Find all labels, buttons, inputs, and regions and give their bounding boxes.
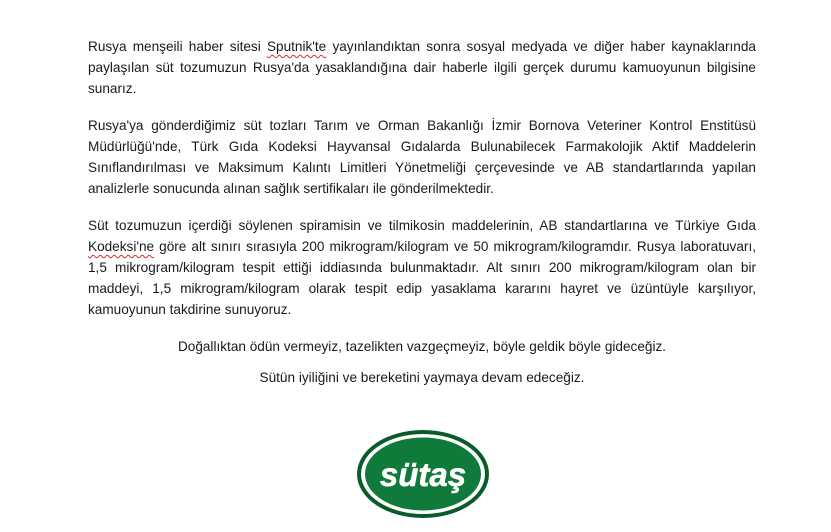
- logo-wordmark: sütaş: [379, 456, 467, 493]
- misspelled-word-kodeksine: Kodeksi'ne: [88, 239, 155, 254]
- paragraph-3-end: göre alt sınırı sırasıyla 200 mikrogram/kilogram ve 50 mikrogram/kilogramdır. Rusya laboratuvarı, 1,5 mikrogram/kilogram tespit ettiği iddiasında bulunmaktadır. Alt sınırı 200 mikrogram/kilogram olan bir maddeyi, 1,5 mikrogram/kilogram olarak tespit edip yasaklama kararını hayret ve üzüntüyle karşılıyor, kamuoyunun takdirine sunuyoruz.: [88, 239, 756, 317]
- closing-line: Sütün iyiliğini ve bereketini yaymaya devam edeceğiz.: [259, 370, 585, 385]
- sutas-logo: [355, 428, 491, 520]
- paragraph-1: [88, 36, 756, 99]
- paragraph-1-end: yayınlandıktan sonra sosyal medyada ve diğer haber kaynaklarında paylaşılan süt tozumuzun Rusya'da yasaklandığına dair haberle ilgili gerçek durumu kamuoyunun bilgisine sunarız.: [88, 39, 756, 96]
- misspelled-word-sputnik: Sputnik'te: [266, 39, 327, 54]
- slogan-line: Doğallıktan ödün vermeyiz, tazelikten vazgeçmeyiz, böyle geldik böyle gideceğiz.: [177, 339, 667, 354]
- paragraph-3-start: Süt tozumuzun içerdiği söylenen spiramisin ve tilmikosin maddelerinin, AB standartlarına ve Türkiye Gıda: [88, 218, 756, 233]
- paragraph-2: Rusya'ya gönderdiğimiz süt tozları Tarım ve Orman Bakanlığı İzmir Bornova Veteriner Kontrol Enstitüsü Müdürlüğü'nde, Türk Gıda Kodeksi Hayvansal Gıdalarda Bulunabilecek Farmakolojik Aktif Maddelerin Sınıflandırılması ve Maksimum Kalıntı Limitleri Yönetmeliği çerçevesinde ve AB standartlarında yapılan analizlerle sonucunda alınan sağlık sertifikaları ile gönderilmektedir.: [88, 118, 756, 196]
- paragraph-1-start: Rusya menşeili haber sitesi: [88, 39, 267, 54]
- sutas-logo-graphic: [355, 428, 491, 520]
- paragraph-3: [88, 215, 756, 320]
- document-body: [88, 36, 756, 398]
